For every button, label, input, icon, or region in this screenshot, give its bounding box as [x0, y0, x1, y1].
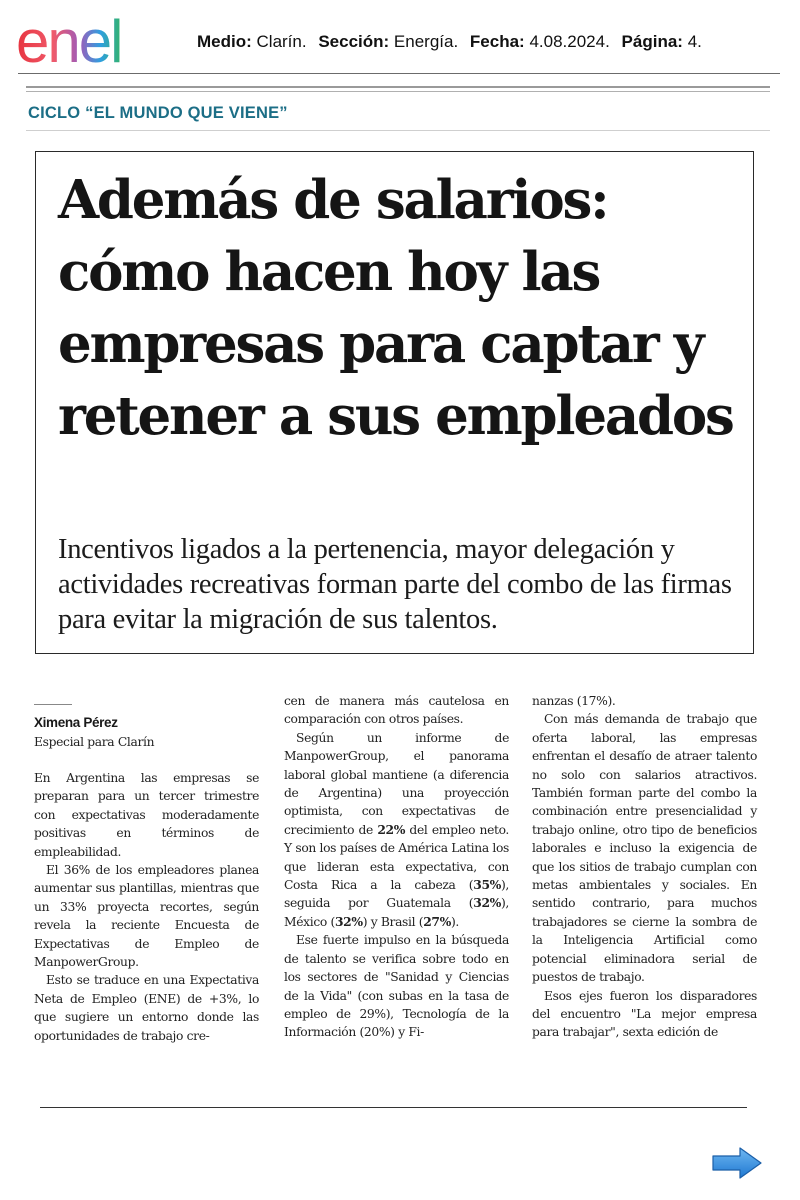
header-divider [18, 73, 780, 74]
paragraph: Esos ejes fueron los disparadores del encuentro "La mejor empresa para trabajar", sexta edición de [532, 988, 757, 1040]
footer-divider [40, 1107, 747, 1108]
text-run: ) y Brasil ( [362, 914, 424, 929]
text-run: del empleo neto. Y son los países de América Latina los que lideran esta expectativa, con Costa Rica a la cabeza ( [284, 822, 509, 893]
kicker-divider [26, 130, 770, 131]
section-divider-thin [26, 91, 770, 92]
text-run: ), seguida por Guatemala ( [284, 878, 509, 911]
text-run: ). [450, 914, 459, 929]
text-run: ), México ( [284, 896, 509, 929]
pagina-label: Página: [621, 32, 683, 51]
fecha-label: Fecha: [469, 32, 525, 51]
paragraph: Esto se traduce en una Expectativa Neta de Empleo (ENE) de +3%, lo que sugiere un entorno donde las oportunidades de trabajo cre- [34, 973, 259, 1043]
stat-mexico: 32% [334, 913, 363, 929]
paragraph: nanzas (17%). [532, 694, 616, 708]
medio-value: Clarín. [256, 32, 307, 51]
byline-rule [34, 704, 72, 705]
stat-guatemala: 32% [473, 895, 501, 911]
paragraph [284, 729, 509, 931]
paragraph: Ese fuerte impulso en la búsqueda de talento se verifica sobre todo en los sectores de "Sanidad y Ciencias de la Vida" (con subas en la tasa de empleo de 29%), Tecnología de la Información (20%) y Fi- [284, 933, 509, 1040]
byline-author: Ximena Pérez [34, 715, 118, 730]
article-subhead: Incentivos ligados a la pertenencia, mayor delegación y actividades recreativas forman parte del combo de las firmas para evitar la migración de sus talentos. [58, 534, 732, 635]
right-arrow-icon[interactable] [710, 1145, 764, 1181]
seccion-value: Energía. [393, 32, 459, 51]
document-meta [197, 32, 702, 52]
text-run: Según un informe de ManpowerGroup, el panorama laboral global mantiene (a diferencia de Argentina) una proyección optimista, con expectativas de crecimiento de [284, 730, 509, 837]
paragraph: cen de manera más cautelosa en comparación con otros países. [284, 694, 509, 727]
article-column-2 [284, 692, 509, 1042]
section-divider-thick [26, 86, 770, 88]
byline-role: Especial para Clarín [34, 735, 155, 749]
article-column-3 [532, 692, 757, 1042]
paragraph: El 36% de los empleadores planea aumentar sus plantillas, mientras que un 33% proyecta recortes, según revela la reciente Encuesta de Expectativas de Empleo de ManpowerGroup. [34, 863, 259, 970]
headline-box [35, 151, 754, 654]
article-column-1 [34, 692, 259, 1045]
logo-text: enel [16, 10, 122, 68]
fecha-value: 4.08.2024. [529, 32, 610, 51]
stat-global: 22% [377, 821, 406, 837]
stat-brasil: 27% [423, 913, 451, 929]
stat-costa-rica: 35% [473, 877, 501, 893]
paragraph: Con más demanda de trabajo que oferta laboral, las empresas enfrentan el desafío de atraer talento no solo con salarios atractivos. También forman parte del combo la combinación entre presencialidad y trabajo online, otro tipo de beneficios laborales e incluso la exigencia de que los sitios de trabajo cumplan con metas ambientales y sociales. En sentido contrario, para muchos trabajadores se cierne la sombra de la Inteligencia Artificial como potencial eliminadora serial de puestos de trabajo. [532, 712, 757, 985]
paragraph: En Argentina las empresas se preparan para un tercer trimestre con expectativas moderadamente positivas en términos de empleabilidad. [34, 771, 259, 859]
seccion-label: Sección: [318, 32, 390, 51]
enel-logo [16, 10, 178, 68]
medio-label: Medio: [197, 32, 252, 51]
pagina-value: 4. [687, 32, 702, 51]
article-headline: Además de salarios: cómo hacen hoy las empresas para captar y retener a sus empleados [58, 169, 733, 447]
section-kicker: CICLO “EL MUNDO QUE VIENE” [28, 104, 288, 122]
